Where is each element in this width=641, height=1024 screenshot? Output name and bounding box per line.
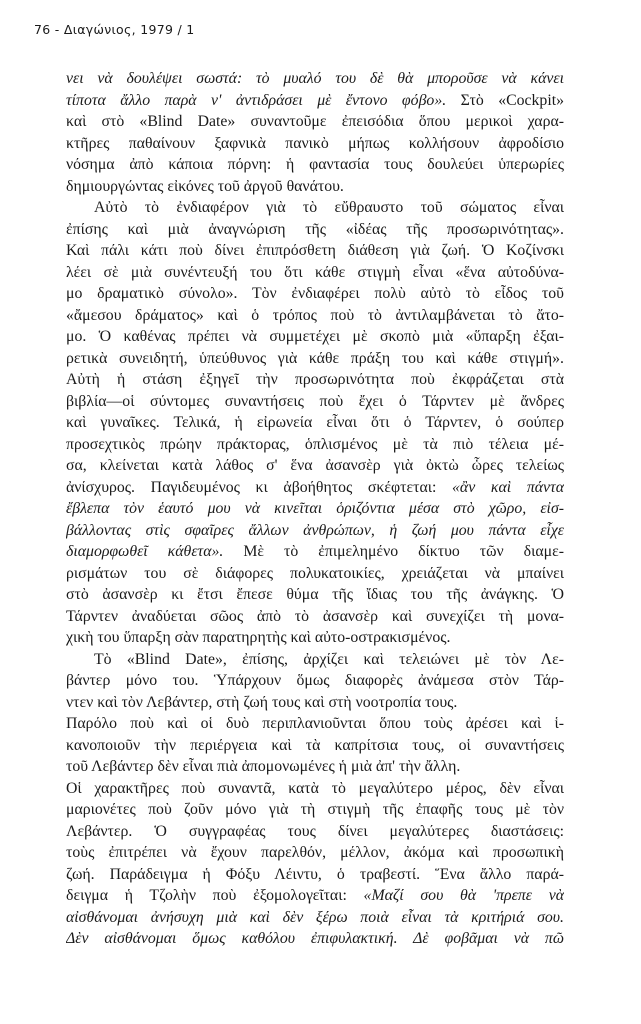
text-segment: ρετικὰ συνειδητή, ὑπεύθυνος γιὰ κάθε πράξη του καὶ κάθε στιγμή».: [66, 349, 564, 367]
text-line: [66, 326, 564, 348]
text-line: [66, 90, 564, 112]
running-head: 76 - Διαγώνιος, 1979 / 1: [34, 22, 195, 37]
text-line: [66, 240, 564, 262]
text-line: [66, 154, 564, 176]
text-line: [66, 197, 564, 219]
text-segment: κανοποιοῦν τὴν περιέργεια καὶ τὰ καπρίτσια τους, οἱ συναντήσεις: [66, 736, 564, 754]
text-line: [66, 412, 564, 434]
italic-quote-segment: «Μαζί σου θὰ 'πρεπε νὰ: [363, 887, 564, 904]
text-segment: κτῆρες παθαίνουν ξαφνικὰ πανικὸ μήπως κολλήσουν ἀφροδίσιο: [66, 134, 564, 152]
text-line: [66, 627, 564, 649]
text-segment: λέει σὲ μιὰ συνέντευξή του ὅτι κάθε στιγμὴ εἶναι «ἕνα αὐτοδύνα-: [66, 263, 564, 281]
text-line: [66, 563, 564, 585]
text-segment: τοῦ Λεβάντερ δὲν εἶναι πιὰ ἀπομονωμένες ἡ μιὰ ἀπ' τὴν ἄλλη.: [66, 758, 461, 775]
text-segment: νόσημα ἀπὸ κάποια πόρνη: ἡ φαντασία τους δουλεύει ὑπερωρίες: [66, 156, 564, 173]
text-segment: δημιουργώντας εἰκόνες τοῦ ἀργοῦ θανάτου.: [66, 177, 344, 195]
text-segment: προσεχτικὸς πρώην πράκτορας, ὁπλισμένος μὲ τὰ πιὸ τέλεια μέ-: [66, 435, 564, 453]
text-segment: Αὐτὸ τὸ ἐνδιαφέρον γιὰ τὸ εὔθραυστο τοῦ σώματος εἶναι: [94, 199, 564, 216]
text-line: [66, 692, 564, 714]
text-line: [66, 928, 564, 950]
body-text: [66, 68, 564, 950]
text-segment: Τάρντεν ἀναδύεται σῶος ἀπὸ τὸ ἀσανσὲρ καὶ συνεχίζει τὴ μονα-: [66, 607, 564, 625]
text-line: [66, 885, 564, 907]
text-segment: δειγμα ἡ Τζολὴν ποὺ ἐξομολογεῖται:: [66, 887, 364, 904]
italic-quote-segment: «ἂν καὶ πάντα: [452, 478, 564, 496]
text-segment: Στὸ «Cockpit»: [446, 91, 564, 109]
text-segment: μο δραματικὸ σύνολο». Τὸν ἐνδιαφέρει πολὺ αὐτὸ τὸ εἶδος τοῦ: [66, 285, 564, 302]
italic-quote-segment: αἰσθάνομαι ἀνήσυχη μιὰ καὶ δὲν ξέρω ποιὰ εἶναι τὰ κριτήριά σου.: [66, 908, 564, 926]
italic-quote-segment: τίποτα ἄλλο παρὰ ν' ἀντιδράσει μὲ ἔντονο φόβο».: [66, 91, 447, 109]
text-line: [66, 713, 564, 735]
text-line: [66, 756, 564, 778]
text-line: [66, 907, 564, 929]
text-segment: Μὲ τὸ ἐπιμελημένο δίκτυο τῶν διαμε-: [223, 543, 564, 560]
text-line: [66, 455, 564, 477]
text-segment: Οἱ χαρακτῆρες ποὺ συναντᾶ, κατὰ τὸ μεγαλύτερο μέρος, δὲν εἶναι: [66, 779, 564, 797]
text-line: [66, 864, 564, 886]
text-line: [66, 262, 564, 284]
text-line: [66, 219, 564, 241]
text-segment: Τὸ «Blind Date», ἐπίσης, ἀρχίζει καὶ τελειώνει μὲ τὸν Λε-: [94, 650, 564, 668]
text-line: [66, 821, 564, 843]
text-line: [66, 305, 564, 327]
text-line: [66, 369, 564, 391]
text-line: [66, 649, 564, 671]
text-line: [66, 541, 564, 563]
text-line: [66, 111, 564, 133]
italic-quote-segment: διαμορφωθεῖ κάθετα».: [66, 543, 224, 560]
italic-quote-segment: ἔβλεπα τὸν ἑαυτό μου νὰ κινεῖται ὁριζόντια μέσα στὸ χῶρο, εἰσ-: [66, 500, 564, 517]
text-segment: βάντερ μόνο του. Ὑπάρχουν ὅμως διαφορὲς ἀνάμεσα στὸν Τάρ-: [66, 672, 564, 689]
text-segment: τοὺς ἐπιτρέπει νὰ ἔχουν παρελθόν, μέλλον, ἀκόμα καὶ προσωπικὴ: [66, 844, 564, 861]
text-segment: ντεν καὶ τὸν Λεβάντερ, στὴ ζωή τους καὶ στὴ νοοτροπία τους.: [66, 693, 458, 711]
text-segment: μο. Ὁ καθένας πρέπει νὰ συμμετέχει μὲ σκοπὸ μιὰ «ὕπαρξη ἐξαι-: [66, 328, 564, 345]
text-line: [66, 391, 564, 413]
text-line: [66, 842, 564, 864]
text-segment: καὶ γυναῖκες. Τελικά, ἡ εἰρωνεία εἶναι ὅτι ὁ Τάρντεν, ὁ σούπερ: [66, 414, 564, 431]
text-line: [66, 584, 564, 606]
text-segment: ζωή. Παράδειγμα ἡ Φόξυ Λέιντυ, ὁ τραβεστί. Ἕνα ἄλλο παρά-: [66, 865, 564, 883]
text-line: [66, 520, 564, 542]
text-line: [66, 68, 564, 90]
text-line: [66, 778, 564, 800]
text-segment: ἀνίσχυρος. Παγιδευμένος κι ἀβοήθητος σκέφτεται:: [66, 478, 453, 496]
text-line: [66, 498, 564, 520]
text-segment: Καὶ πάλι κάτι ποὺ δίνει ἐπιπρόσθετη διάθεση γιὰ ζωή. Ὁ Κοζίνσκι: [66, 242, 564, 259]
text-line: [66, 283, 564, 305]
text-line: [66, 176, 564, 198]
italic-quote-segment: βάλλοντας στὶς σφαῖρες ἄλλων ἀνθρώπων, ἡ ζωή μου πάντα εἶχε: [66, 521, 564, 539]
text-segment: μαριονέτες ποὺ ζοῦν μόνο γιὰ τὴ στιγμὴ τῆς ἐπαφῆς τους μὲ τὸν: [66, 801, 564, 818]
italic-quote-segment: νει νὰ δουλέψει σωστά: τὸ μυαλό του δὲ θὰ μποροῦσε νὰ κάνει: [66, 70, 564, 87]
text-line: [66, 133, 564, 155]
text-segment: ρισμάτων του σὲ διάφορες πολυκατοικίες, χρειάζεται νὰ μπαίνει: [66, 564, 564, 582]
text-segment: χικὴ του ὕπαρξη σὰν παρατηρητὴς καὶ αὐτο-οστρακισμένος.: [66, 629, 451, 646]
text-line: [66, 670, 564, 692]
text-segment: καὶ στὸ «Blind Date» συναντοῦμε ἐπεισόδια ὅπου μερικοὶ χαρα-: [66, 113, 564, 130]
italic-quote-segment: Δὲν αἰσθάνομαι ὅμως καθόλου ἐπιφυλακτική. Δὲ φοβᾶμαι νὰ πῶ: [66, 930, 564, 947]
text-segment: ἐπίσης καὶ μιὰ ἀναγνώριση τῆς «ἰδέας τῆς προσωρινότητας».: [66, 220, 564, 238]
text-segment: Λεβάντερ. Ὁ συγγραφέας τους δίνει μεγαλύτερες διαστάσεις:: [66, 822, 564, 840]
text-line: [66, 735, 564, 757]
text-segment: στὸ ἀσανσὲρ κι ἔτσι ἔπεσε θύμα τῆς ἴδιας του τῆς ἀνάγκης. Ὁ: [66, 586, 564, 603]
text-segment: Παρόλο ποὺ καὶ οἱ δυὸ περιπλανιοῦνται ὅπου τοὺς ἀρέσει καὶ ἱ-: [66, 715, 564, 732]
text-line: [66, 477, 564, 499]
text-segment: Αὐτὴ ἡ στάση ἐξηγεῖ τὴν προσωρινότητα ποὺ ἐκφράζεται στὰ: [66, 371, 564, 388]
text-line: [66, 348, 564, 370]
text-segment: σα, κλείνεται κατὰ λάθος σ' ἕνα ἀσανσὲρ γιὰ ὀκτὼ ὧρες τελείως: [66, 457, 564, 474]
text-segment: βιβλία—οἱ σύντομες συναντήσεις ποὺ ἔχει ὁ Τάρντεν μὲ ἄνδρες: [66, 392, 564, 410]
text-line: [66, 606, 564, 628]
text-segment: «ἄμεσου δράματος» καὶ ὁ τρόπος ποὺ τὸ ἀντιλαμβάνεται τὸ ἄτο-: [66, 306, 564, 324]
text-line: [66, 434, 564, 456]
text-line: [66, 799, 564, 821]
